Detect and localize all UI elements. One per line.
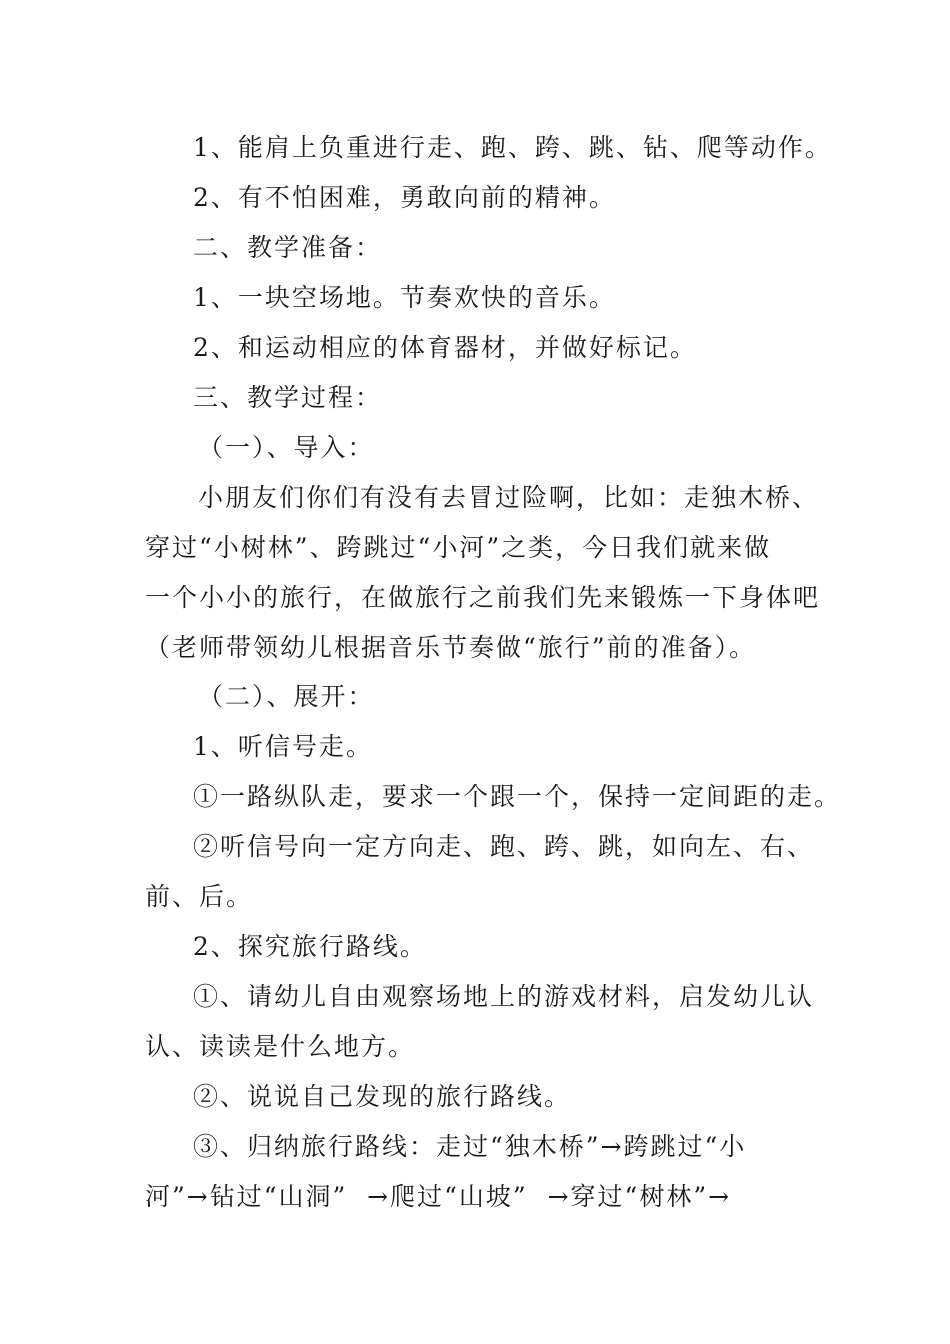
paragraph-line: 穿过“小树林”、跨跳过“小河”之类，今日我们就来做 <box>145 533 772 562</box>
paragraph-line: 一个小小的旅行，在做旅行之前我们先来锻炼一下身体吧 <box>145 583 821 612</box>
section-heading-preparation: 二、教学准备： <box>193 233 383 262</box>
step-item-continuation: 认、读读是什么地方。 <box>145 1032 416 1061</box>
step-item-continuation: 前、后。 <box>145 882 254 911</box>
step-item: ②、说说自己发现的旅行路线。 <box>193 1082 572 1111</box>
subsection-heading-expand: （二）、展开： <box>198 682 375 711</box>
step-item: ③、归纳旅行路线：走过“独木桥”→跨跳过“小 <box>193 1132 747 1161</box>
goal-item-2: 2、有不怕困难，勇敢向前的精神。 <box>193 183 616 212</box>
step-heading-2: 2、探究旅行路线。 <box>193 932 427 961</box>
prep-item-2: 2、和运动相应的体育器材，并做好标记。 <box>193 333 697 362</box>
paragraph-line: 小朋友们你们有没有去冒过险啊，比如：走独木桥、 <box>198 483 820 512</box>
step-item: ②听信号向一定方向走、跑、跨、跳，如向左、右、 <box>193 832 815 861</box>
subsection-heading-intro: （一）、导入： <box>198 433 375 462</box>
step-heading-1: 1、听信号走。 <box>193 732 373 761</box>
goal-item-1: 1、能肩上负重进行走、跑、跨、跳、钻、爬等动作。 <box>193 133 832 162</box>
prep-item-1: 1、一块空场地。节奏欢快的音乐。 <box>193 283 616 312</box>
paragraph-line: （老师带领幼儿根据音乐节奏做“旅行”前的准备）。 <box>145 633 757 662</box>
step-item: ①、请幼儿自由观察场地上的游戏材料，启发幼儿认 <box>193 982 815 1011</box>
section-heading-process: 三、教学过程： <box>193 383 383 412</box>
step-item-continuation: 河”→钻过“山洞” →爬过“山坡” →穿过“树林”→ <box>145 1182 732 1211</box>
step-item: ①一路纵队走，要求一个跟一个，保持一定间距的走。 <box>193 782 842 811</box>
